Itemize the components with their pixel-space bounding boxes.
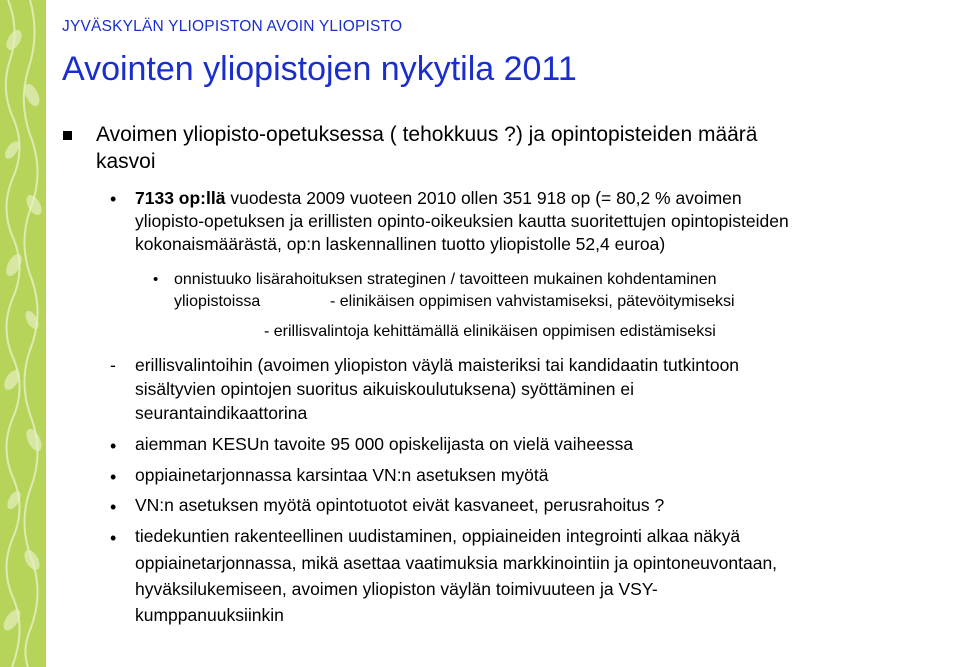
sub2-line2b: - elinikäisen oppimisen vahvistamiseksi, pätevöitymiseksi	[330, 293, 735, 310]
bullet-item: aiemman KESUn tavoite 95 000 opiskelijasta on vielä vaiheessa	[135, 434, 634, 454]
bullet-dot-icon: •	[153, 271, 159, 288]
bullet-dot-icon: •	[110, 467, 117, 487]
bullet-item: oppiainetarjonnassa karsintaa VN:n asetuksen myötä	[135, 465, 549, 485]
dash-icon: -	[110, 355, 116, 375]
last-bullet-line2: oppiainetarjonnassa, mikä asettaa vaatimuksia markkinointiin ja opintoneuvontaan,	[135, 553, 778, 573]
dash-line3: seurantaindikaattorina	[135, 403, 308, 423]
square-bullet-icon	[63, 131, 72, 140]
decorative-sidebar	[0, 0, 46, 667]
sub1-line2: yliopisto-opetuksen ja erillisten opinto-oikeuksien kautta suoritettujen opintopisteiden	[135, 211, 789, 231]
sub1-line3: kokonaismäärästä, op:n laskennallinen tuotto yliopistolle 52,4 euroa)	[135, 234, 666, 254]
last-bullet-line3: hyväksilukemiseen, avoimen yliopiston väylän toimivuuteen ja VSY-	[135, 579, 658, 599]
main-bullet-line2: kasvoi	[96, 150, 156, 173]
bullet-dot-icon: •	[110, 189, 117, 209]
sub1-bold: 7133 op:llä	[135, 188, 226, 208]
dash-line1: erillisvalintoihin (avoimen yliopiston väylä maisteriksi tai kandidaatin tutkintoon	[135, 355, 740, 375]
sub2-line3: - erillisvalintoja kehittämällä elinikäisen oppimisen edistämiseksi	[264, 323, 716, 340]
sub2-line1: onnistuuko lisärahoituksen strateginen / tavoitteen mukainen kohdentaminen	[174, 271, 717, 288]
bullet-dot-icon: •	[110, 436, 117, 456]
sub2-line2a: yliopistoissa	[174, 293, 261, 310]
bullet-item: VN:n asetuksen myötä opintotuotot eivät kasvaneet, perusrahoitus ?	[135, 495, 665, 515]
sub1-line1	[135, 187, 742, 210]
leaf-pattern-icon	[0, 0, 46, 667]
last-bullet-line1: tiedekuntien rakenteellinen uudistaminen, oppiaineiden integrointi alkaa näkyä	[135, 526, 741, 546]
page-title: Avointen yliopistojen nykytila 2011	[62, 50, 577, 88]
last-bullet-line4: kumppanuuksiinkin	[135, 605, 284, 625]
institution-header: JYVÄSKYLÄN YLIOPISTON AVOIN YLIOPISTO	[62, 18, 403, 35]
main-bullet-line1: Avoimen yliopisto-opetuksessa ( tehokkuus ?) ja opintopisteiden määrä	[96, 123, 758, 146]
bullet-dot-icon: •	[110, 497, 117, 517]
bullet-dot-icon: •	[110, 528, 117, 548]
sub1-rest: vuodesta 2009 vuoteen 2010 ollen 351 918 op (= 80,2 % avoimen	[225, 188, 742, 208]
dash-line2: sisältyvien opintojen suoritus aikuiskoulutuksena) syöttäminen ei	[135, 379, 635, 399]
